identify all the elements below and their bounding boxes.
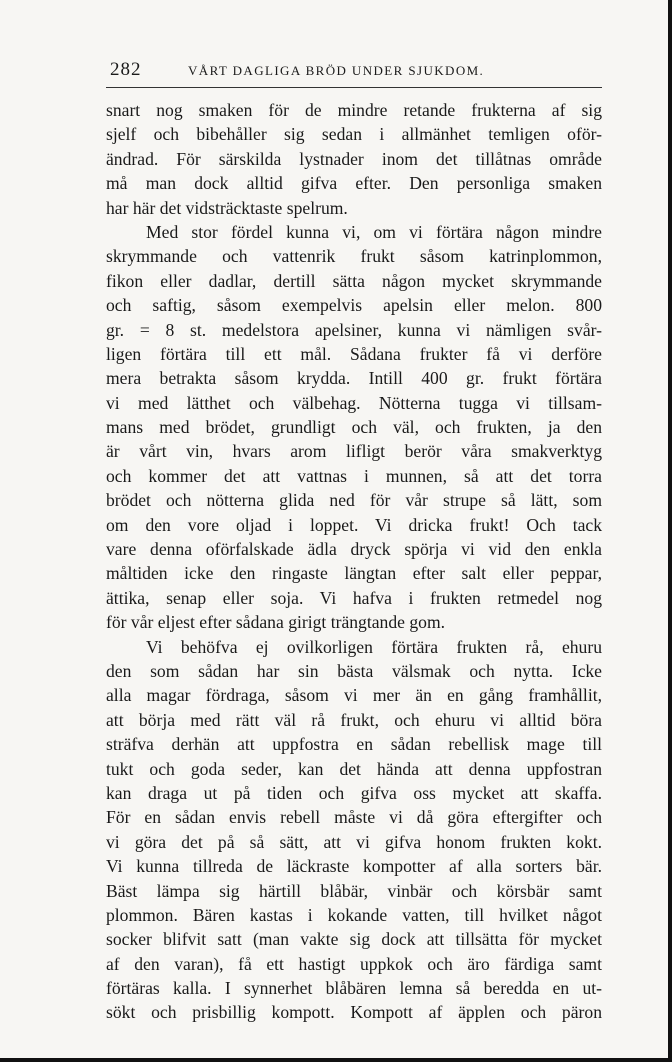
text-line: sökt och prisbillig kompott. Kompott af äpplen och päron [106,1002,602,1023]
text-line: brödet och nötterna glida ned för vår strupe så lätt, som [106,490,602,511]
text-line: tukt och goda seder, kan det hända att denna uppfostran [106,758,602,779]
text-line: vare denna oförfalskade ädla dryck spörja vi vid den enkla [106,539,602,560]
text-line: förtäras kalla. I synnerhet blåbären lemna så beredda en ut- [106,978,602,999]
body-text [106,98,602,1025]
text-line: och kommer det att vattnas i munnen, så att det torra [106,465,602,486]
text-line: har här det vidsträcktaste spelrum. [106,197,348,218]
text-line: om den vore oljad i loppet. Vi dricka frukt! Och tack [106,514,602,535]
text-line: fikon eller dadlar, dertill sätta någon mycket skrymmande [106,270,602,291]
text-line: den som sådan har sin bästa välsmak och nytta. Icke [106,660,602,681]
text-line: snart nog smaken för de mindre retande frukterna af sig [106,100,602,120]
text-line: af den varan), få ett hastigt uppkok och äro färdiga samt [106,953,602,974]
text-line: sjelf och bibehåller sig sedan i allmänhet temligen oför- [106,124,602,145]
text-line: Bäst lämpa sig härtill blåbär, vinbär och körsbär samt [106,880,602,901]
text-line: ligen förtära till ett mål. Sådana frukter få vi derföre [106,343,602,364]
text-line: Vi kunna tillreda de läckraste kompotter af alla sorters bär. [106,856,602,877]
text-line: vi med lätthet och välbehag. Nötterna tugga vi tillsam- [106,392,602,413]
text-line: Vi behöfva ej ovilkorligen förtära frukten rå, ehuru [146,636,602,657]
text-line: mera betrakta såsom krydda. Intill 400 gr. frukt förtära [106,368,602,389]
text-line: ändrad. För särskilda lystnader inom det tillåtnas område [106,148,602,169]
running-title: VÅRT DAGLIGA BRÖD UNDER SJUKDOM. [188,63,485,78]
text-line: att börja med rätt väl rå frukt, och ehuru vi alltid böra [106,709,602,730]
page-number: 282 [110,59,142,80]
text-line: må man dock alltid gifva efter. Den personliga smaken [106,173,602,194]
text-line: Med stor fördel kunna vi, om vi förtära någon mindre [146,221,602,242]
text-line: alla magar fördraga, såsom vi mer än en gång framhållit, [106,685,602,706]
text-line: och saftig, såsom exempelvis apelsin eller melon. 800 [106,295,602,316]
text-line: ättika, senap eller soja. Vi hafva i frukten retmedel nog [106,587,602,608]
text-line: plommon. Bären kastas i kokande vatten, till hvilket något [106,904,602,925]
text-line: sträfva derhän att uppfostra en sådan rebellisk mage till [106,734,602,755]
text-line: För en sådan envis rebell måste vi då göra eftergifter och [106,807,602,828]
text-line: är vårt vin, hvars arom lifligt berör våra smakverktyg [106,441,602,462]
text-line: socker blifvit satt (man vakte sig dock att tillsätta för mycket [106,929,602,950]
text-line: mans med brödet, grundligt och väl, och frukten, ja den [106,417,602,438]
text-line: måltiden icke den ringaste längtan efter salt eller peppar, [106,563,602,584]
text-line: kan draga ut på tiden och gifva oss mycket att skaffa. [106,782,602,803]
text-line: skrymmande och vattenrik frukt såsom katrinplommon, [106,246,602,267]
page-header [106,57,602,88]
text-line: för vår eljest efter sådana girigt trängtande gom. [106,612,446,633]
text-line: gr. = 8 st. medelstora apelsiner, kunna vi nämligen svår- [106,319,602,340]
text-line: vi göra det på så sätt, att vi gifva honom frukten kokt. [106,831,602,852]
